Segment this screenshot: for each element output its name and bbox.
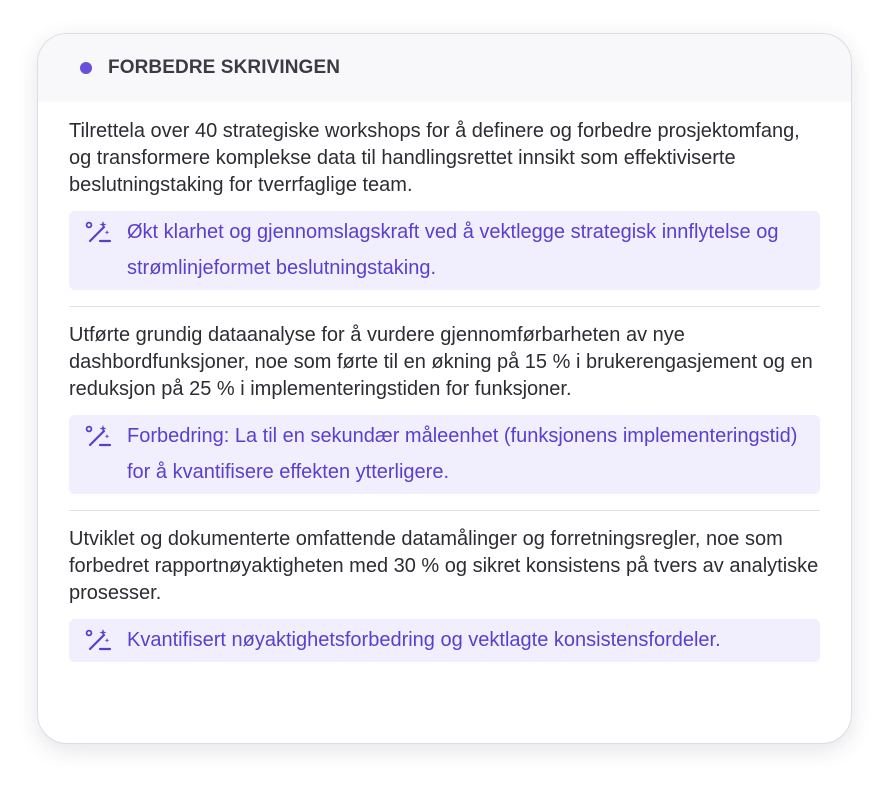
suggestions-list [38, 102, 851, 662]
original-text: Utviklet og dokumenterte omfattende datamålinger og forretningsregler, noe som forbedret rapportnøyaktigheten med 30 % og sikret konsistens på tvers av analytiske prosesser. [69, 528, 819, 604]
magic-wand-icon [83, 626, 113, 656]
list-item [69, 102, 820, 290]
suggestion-text: Kvantifisert nøyaktighetsforbedring og vektlagte konsistensfordeler. [127, 629, 721, 651]
list-item [69, 510, 820, 662]
magic-wand-icon [83, 422, 113, 452]
suggestion-text: Økt klarhet og gjennomslagskraft ved å vektlegge strategisk innflytelse og strømlinjeformet beslutningstaking. [127, 221, 779, 279]
list-item [69, 306, 820, 494]
card-title: FORBEDRE SKRIVINGEN [108, 57, 341, 78]
magic-wand-icon [83, 218, 113, 248]
card-header [38, 34, 851, 102]
suggestion-box[interactable] [69, 619, 820, 662]
suggestion-box[interactable] [69, 415, 820, 494]
suggestion-box[interactable] [69, 211, 820, 290]
suggestion-text: Forbedring: La til en sekundær måleenhet (funksjonens implementeringstid) for å kvantifisere effekten ytterligere. [127, 425, 798, 483]
original-text: Tilrettela over 40 strategiske workshops for å definere og forbedre prosjektomfang, og transformere komplekse data til handlingsrettet innsikt som effektiviserte beslutningstaking for tverrfaglige team. [69, 120, 800, 196]
dot-icon [80, 62, 92, 74]
improve-writing-card [37, 33, 852, 744]
original-text: Utførte grundig dataanalyse for å vurdere gjennomførbarheten av nye dashbordfunksjoner, noe som førte til en økning på 15 % i brukerengasjement og en reduksjon på 25 % i implementeringstiden for funksjoner. [69, 324, 813, 400]
